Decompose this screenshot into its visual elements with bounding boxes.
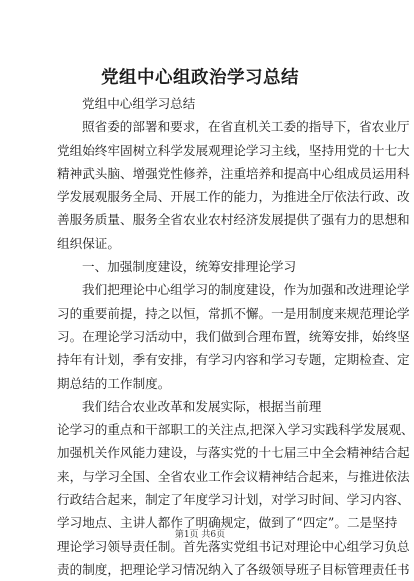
text-line: 持年有计划，季有安排，有学习内容和学习专题，定期检查、定 [57,352,410,368]
document-body [57,92,414,581]
text-line: 习的重要前提，持之以恒，常抓不懈。一是用制度来规范理论学 [57,305,410,321]
text-line: 一、加强制度建设，统筹安排理论学习 [82,259,297,275]
text-line: 精神武头脑、增强党性修养，注重培养和提高中心组成员运用科 [57,165,410,181]
text-line: 论学习的重点和干部职工的关注点,把深入学习实践科学发展观、 [57,422,414,438]
text-line: 行政结合起来，制定了年度学习计划，对学习时间、学习内容、 [57,492,410,508]
text-line: 习。在理论学习活动中，我们做到合理布置，统筹安排，始终坚 [57,328,410,344]
text-line: 责的制度，把理论学习情况纳入了各级领导班子目标管理责任书 [57,561,410,577]
text-line: 照省委的部署和要求，在省直机关工委的指导下，省农业厅 [82,119,410,135]
text-line: 学习地点、主讲人都作了明确规定，做到了“四定”。二是坚持 [57,515,398,531]
text-line: 善服务质量、服务全省农业农村经济发展提供了强有力的思想和 [57,212,410,228]
text-line: 党组始终牢固树立科学发展观理论学习主线，坚持用党的十七大 [57,142,410,158]
text-line: 学发展观服务全局、开展工作的能力，为推进全厅依法行政、改 [57,189,410,205]
text-line: 我们把理论中心组学习的制度建设，作为加强和改进理论学 [82,282,410,298]
text-line: 期总结的工作制度。 [57,375,171,391]
page-footer: 第1页 共6页 [174,530,226,540]
text-line: 来，与学习全国、全省农业工作会议精神结合起来，与推进依法 [57,468,410,484]
text-line: 组织保证。 [57,235,120,251]
document-title: 党组中心组政治学习总结 [101,68,299,88]
text-line: 党组中心组学习总结 [82,96,196,111]
text-line: 加强机关作风能力建设，与落实党的十七届三中全会精神结合起 [57,445,410,461]
text-line: 我们结合农业改革和发展实际，根据当前理 [82,398,322,414]
text-line: 理论学习领导责任制。首先落实党组书记对理论中心组学习负总 [57,538,410,554]
